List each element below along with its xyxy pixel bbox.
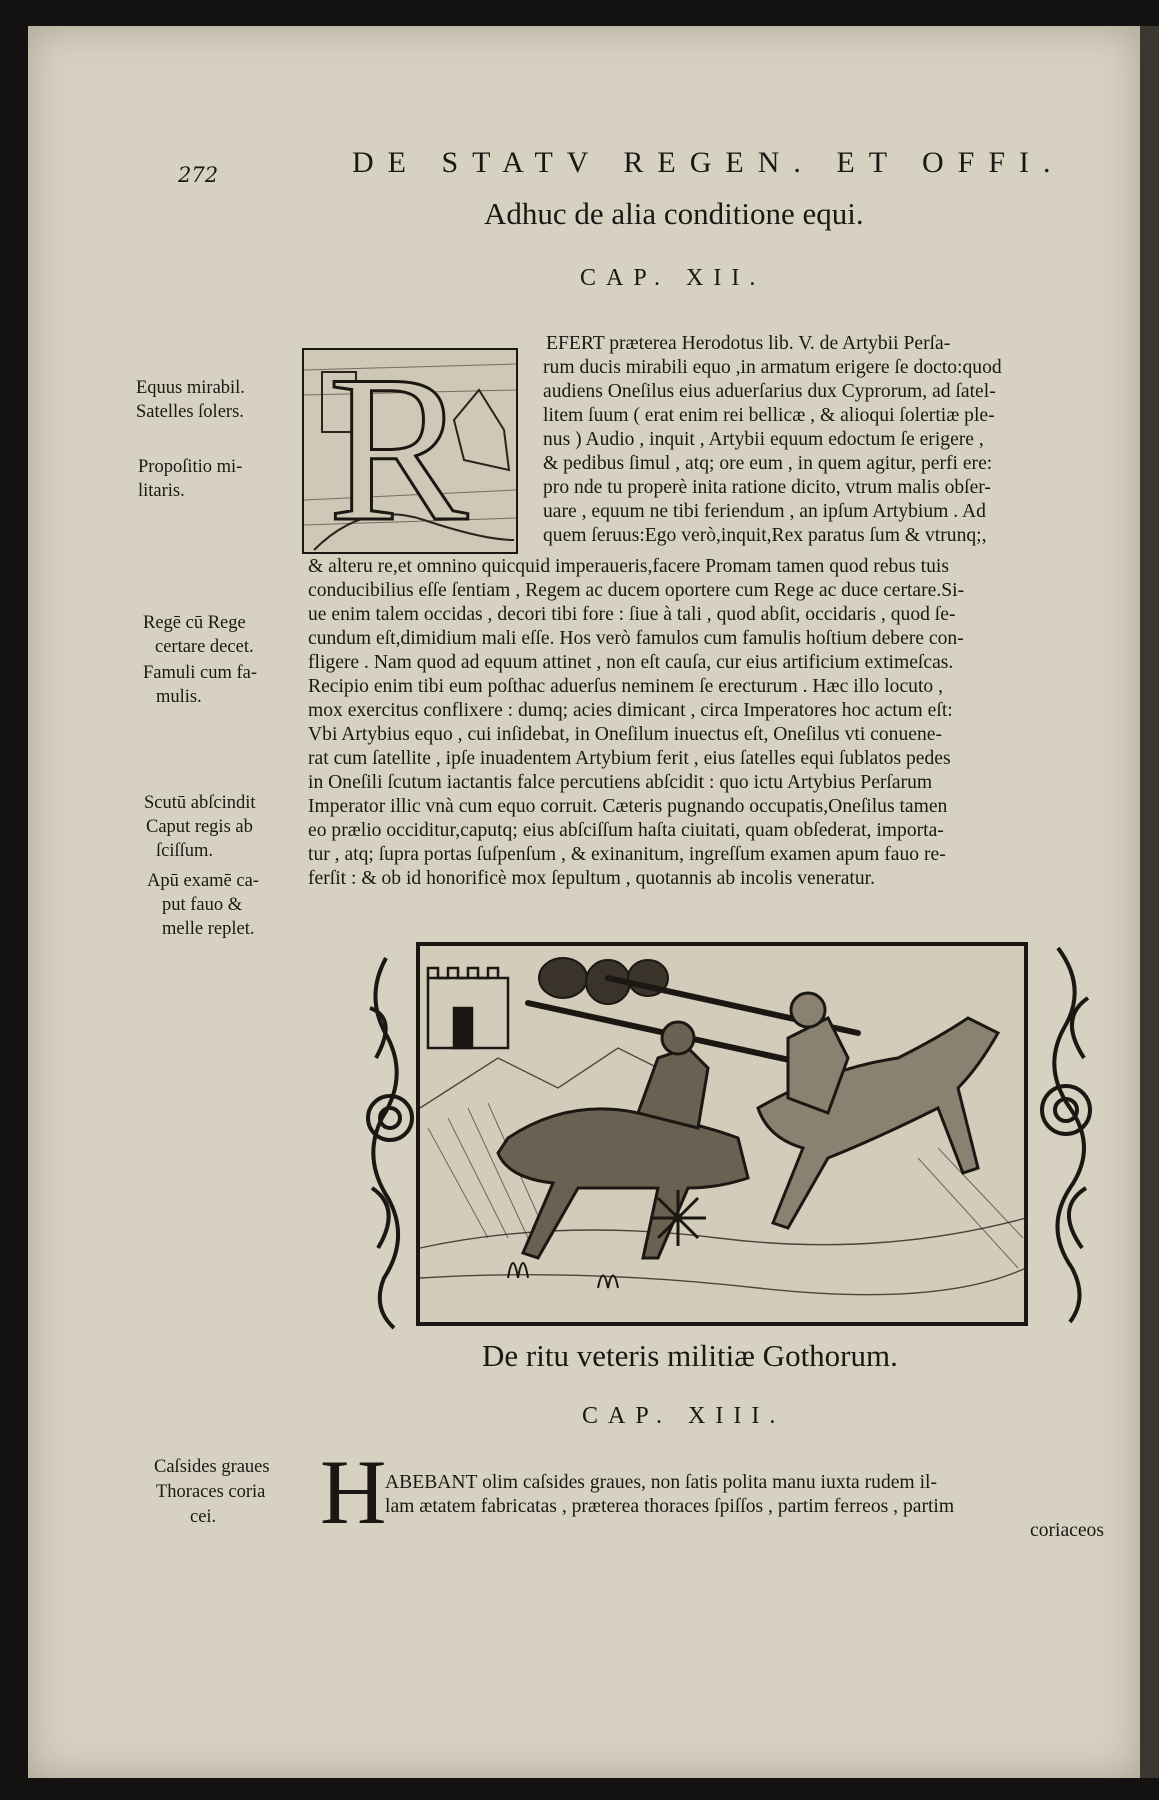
body-line: & pedibus ſimul , atq; ore eum , in quem agitur, perfi ere: xyxy=(543,453,993,474)
marginal-note: ſciſſum. xyxy=(156,841,214,861)
dropcap-letter: R xyxy=(328,333,469,565)
marginal-note: Propoſitio mi- xyxy=(138,457,243,477)
chapter-13-title: De ritu veteris militiæ Gothorum. xyxy=(482,1338,898,1373)
body-line: pro nde tu properè inita ratione dicito, vtrum malis obſer- xyxy=(543,477,991,498)
marginal-note: Satelles ſolers. xyxy=(136,402,244,422)
marginal-note: Caput regis ab xyxy=(146,817,253,837)
book-fore-edge xyxy=(1140,26,1159,1778)
marginal-note: Regē cū Rege xyxy=(143,613,246,633)
body-line: & alteru re,et omnino quicquid imperaueris,facere Promam tamen quod rebus tuis xyxy=(308,556,949,577)
body-line: tur , atq; ſupra portas ſuſpenſum , & exinanitum, ingreſſum examen apum fauo re- xyxy=(308,844,946,865)
marginal-note: Caſsides graues xyxy=(154,1457,270,1477)
marginal-note: Famuli cum fa- xyxy=(143,663,258,683)
body-line: mox exercitus conflixere : dumq; acies dimicant , circa Imperatores hoc actum eſt: xyxy=(308,700,953,721)
body-line: ferſit : & ob id honorificè mox ſepultum , quotannis ab incolis veneratur. xyxy=(308,868,876,889)
starburst xyxy=(650,1190,706,1246)
body-line: in Oneſili ſcutum iactantis falce percutiens abſcidit : quo ictu Artybius Perſarum xyxy=(308,772,933,793)
body-line: ue enim talem occidas , decori tibi fore : ſiue à tali , quod abſit, occidaris , quod ſe- xyxy=(308,604,956,625)
marginal-note: litaris. xyxy=(138,481,185,501)
marginal-note: Equus mirabil. xyxy=(136,378,245,398)
body-line: quem ſeruus:Ego verò,inquit,Rex paratus ſum & vtrunq;, xyxy=(543,525,987,546)
marginal-note: Apū examē ca- xyxy=(147,871,259,891)
marginal-note: certare decet. xyxy=(155,637,254,657)
body-line: audiens Oneſilus eius aduerſarius dux Cyprorum, ad ſatel- xyxy=(543,381,996,402)
woodcut-jousting-knights xyxy=(358,938,1110,1330)
dropcap-h: H xyxy=(320,1441,387,1543)
body-line: Imperator illic vnà cum equo corruit. Cæteris pugnando occupatis,Oneſilus tamen xyxy=(308,796,948,817)
body-line: Recipio enim tibi eum poſthac aduerſus neminem ſe erecturum . Hæc illo locuto , xyxy=(308,676,943,697)
chapter-13-number: CAP. XIII. xyxy=(582,1403,786,1429)
body-line: rum ducis mirabili equo ,in armatum erigere ſe docto:quod xyxy=(543,357,1002,378)
body-line: EFERT præterea Herodotus lib. V. de Artybii Perſa- xyxy=(546,333,951,354)
body-line: lam ætatem fabricatas , præterea thoraces ſpiſſos , partim ferreos , partim xyxy=(385,1496,955,1517)
marginal-note: melle replet. xyxy=(162,919,255,939)
woodcut-illustration xyxy=(358,938,1110,1330)
body-line: rat cum ſatellite , ipſe inuadentem Artybium ferit , eius ſatelles equi ſublatos pedes xyxy=(308,748,951,769)
marginal-note: put fauo & xyxy=(162,895,243,915)
chapter-12-number: CAP. XII. xyxy=(580,265,766,291)
marginal-note: Scutū abſcindit xyxy=(144,793,256,813)
body-line: uare , equum ne tibi feriendum , an ipſum Artybium . Ad xyxy=(543,501,986,522)
marginal-note: mulis. xyxy=(156,687,202,707)
body-line: fligere . Nam quod ad equum attinet , non eſt cauſa, cur eius artificium extimeſcas. xyxy=(308,652,954,673)
chapter-12-title: Adhuc de alia conditione equi. xyxy=(484,196,864,231)
body-line: eo prælio occiditur,caputq; eius abſciſſum haſta ciuitati, quam obſederat, importa- xyxy=(308,820,944,841)
body-line: ABEBANT olim caſsides graues, non ſatis polita manu iuxta rudem il- xyxy=(385,1472,937,1493)
body-line: conducibilius eſſe ſentiam , Regem ac ducem oportere cum Rege ac duce certare.Si- xyxy=(308,580,965,601)
running-head: DE STATV REGEN. ET OFFI. xyxy=(352,146,1065,179)
body-line: cundum eſt,dimidium mali eſſe. Hos verò famulos cum famulis hoſtium debere con- xyxy=(308,628,964,649)
dropcap-r-woodcut xyxy=(302,333,518,565)
body-line: Vbi Artybius equo , cui inſidebat, in Oneſilum inuectus eſt, Oneſilus vti conuene- xyxy=(308,724,942,745)
marginal-note: Thoraces coria xyxy=(156,1482,266,1502)
left-ornament xyxy=(368,958,412,1328)
body-line: litem ſuum ( erat enim rei bellicæ , & alioqui ſolertiæ ple- xyxy=(543,405,995,426)
right-ornament xyxy=(1042,948,1090,1322)
folio-number: 272 xyxy=(178,163,219,187)
body-line: nus ) Audio , inquit , Artybii equum edoctum ſe erigere , xyxy=(543,429,984,450)
marginal-note: cei. xyxy=(190,1507,217,1527)
body-line: coriaceos xyxy=(1030,1520,1104,1541)
